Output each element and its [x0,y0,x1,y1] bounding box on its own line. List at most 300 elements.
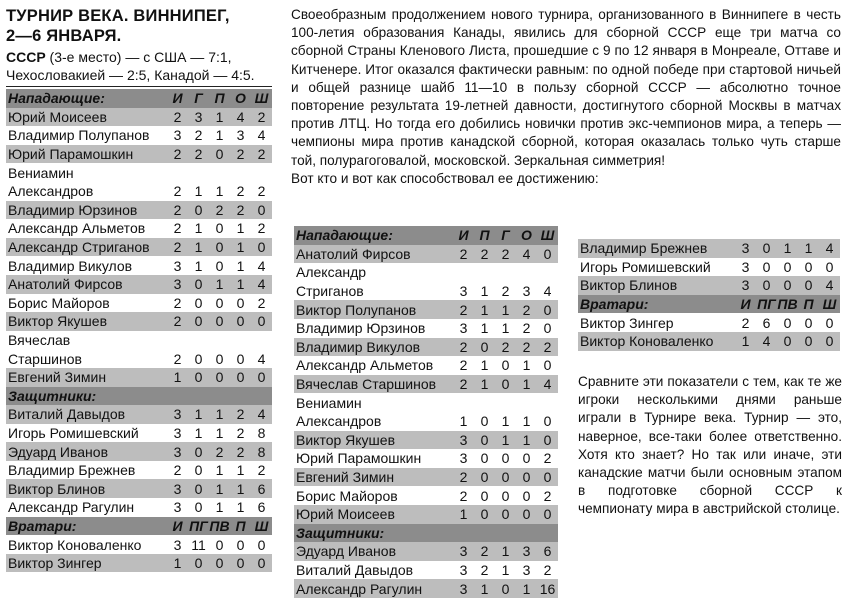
table-row [6,275,272,294]
stat-cell: 0 [215,257,224,274]
stat-cell-empty [453,263,474,282]
stat-cell: 0 [474,468,495,487]
stat-cell: 3 [453,579,474,598]
table-row [6,498,272,517]
table-row [294,319,558,338]
stat-cell: 6 [537,542,558,561]
stat-cell: 1 [194,257,203,274]
player-name: Борис Майоров [8,294,110,311]
table-row [6,331,272,350]
stat-cell: 0 [194,462,203,479]
stat-cell-empty [495,263,516,282]
stat-cell: 2 [209,442,230,461]
column-header [516,524,537,543]
stat-cell: 3 [167,275,188,294]
stat-cell-empty [251,331,272,350]
stat-cell: 2 [257,294,266,311]
stat-cell: 1 [215,127,224,144]
stat-cell: 2 [209,201,230,220]
table-row [6,349,272,368]
left-column [6,6,272,572]
table-row [578,313,840,332]
stat-cell: 0 [251,368,272,387]
player-name: Эдуард Иванов [6,442,167,461]
player-name: Анатолий Фирсов [6,275,167,294]
stat-cell: 1 [495,431,516,450]
tournament-title [6,6,272,46]
section-header-row [6,387,272,406]
stat-cell: 2 [495,245,516,264]
table-row [294,449,558,468]
column-header: ПВ [209,517,230,534]
stat-cell: 4 [819,276,840,295]
article-paragraph-bottom [578,373,842,519]
middle-column [294,226,558,598]
column-header: П [798,295,819,314]
stat-cell: 2 [173,350,182,367]
stat-cell: 3 [236,127,245,144]
stat-cell: 0 [215,294,224,311]
stat-cell: 1 [516,375,537,394]
stat-cell: 2 [230,442,251,461]
stat-cell: 1 [209,405,230,424]
stat-cell: 3 [173,424,182,441]
tournament-results [6,48,272,84]
column-header: Г [188,89,209,108]
stat-cell: 1 [236,499,245,516]
stat-cell: 4 [537,375,558,394]
left-stats-table [6,89,272,572]
player-name: Виктор Зингер [6,554,167,573]
player-name: Александр [296,264,367,281]
stat-cell: 1 [230,479,251,498]
stat-cell: 0 [480,413,489,430]
table-row [6,312,272,331]
stat-cell: 0 [209,554,230,573]
section-header-row [294,524,558,543]
player-name: Владимир Юрзинов [6,201,167,220]
stat-cell-empty [209,163,230,182]
stat-cell: 3 [188,108,209,127]
stat-cell: 2 [543,450,552,467]
player-name: Виктор Блинов [6,479,167,498]
stat-cell: 11 [191,536,206,553]
stat-cell: 2 [257,220,266,237]
stat-cell: 0 [474,338,495,357]
column-header [495,524,516,543]
stat-cell: 2 [474,542,495,561]
table-row [6,554,272,573]
player-name: Вячеслав Старшинов [294,375,453,394]
stat-cell: 4 [756,332,777,351]
section-label: Вратари: [6,517,167,536]
column-header [230,387,251,406]
stat-cell: 2 [537,338,558,357]
stat-cell: 2 [173,220,182,237]
table-row [6,126,272,145]
table-row [6,479,272,498]
player-name: Юрий Парамошкин [6,145,167,164]
stat-cell: 1 [459,413,468,430]
stat-cell: 0 [501,357,510,374]
stat-cell-empty [474,263,495,282]
stat-cell: 3 [735,239,756,258]
stat-cell: 0 [236,536,245,553]
stat-cell: 1 [194,220,203,237]
stat-cell: 1 [209,479,230,498]
stat-cell: 0 [522,450,531,467]
stat-cell: 2 [516,300,537,319]
stat-cell: 0 [537,245,558,264]
stat-cell: 0 [230,312,251,331]
stat-cell: 8 [251,442,272,461]
player-name: Владимир Юрзинов [296,320,426,337]
player-name: Виктор Якушев [6,312,167,331]
stat-cell: 0 [516,468,537,487]
stat-cell: 1 [480,283,489,300]
stat-cell: 0 [188,442,209,461]
stat-cell: 3 [516,542,537,561]
stat-cell: 1 [167,554,188,573]
stat-cell: 2 [453,338,474,357]
stat-cell: 2 [167,312,188,331]
stat-cell: 2 [194,127,203,144]
right-column [578,239,840,351]
stat-cell: 0 [825,258,834,275]
column-header: П [474,226,495,245]
stat-cell: 3 [459,561,468,578]
stat-cell: 2 [453,375,474,394]
stat-cell: 3 [173,127,182,144]
player-name: Виктор Коноваленко [578,332,735,351]
stat-cell: 2 [173,183,182,200]
table-row [294,468,558,487]
column-header: И [453,226,474,245]
stat-cell: 1 [188,405,209,424]
column-header [209,387,230,406]
table-row [294,245,558,264]
results-text-1: (3-е место) — с США — 7:1, [45,49,232,65]
table-row [6,219,272,238]
stat-cell: 1 [735,332,756,351]
stat-cell: 4 [257,350,266,367]
column-header: И [167,89,188,108]
player-name: Юрий Моисеев [6,108,167,127]
divider [6,86,272,87]
stat-cell: 1 [194,183,203,200]
stat-cell: 0 [209,145,230,164]
player-name: Виталий Давыдов [6,405,167,424]
stat-cell: 0 [194,294,203,311]
stat-cell: 0 [251,201,272,220]
stat-cell: 4 [257,127,266,144]
section-label: Защитники: [6,387,167,406]
stat-cell: 0 [236,350,245,367]
stat-cell: 1 [236,257,245,274]
player-name-cont: Стриганов [296,283,364,300]
stat-cell: 0 [783,258,792,275]
stat-cell: 1 [798,239,819,258]
stat-cell: 1 [516,431,537,450]
stat-cell: 1 [188,238,209,257]
column-header [474,524,495,543]
stat-cell: 2 [522,320,531,337]
title-line-2: 2—6 ЯНВАРЯ. [6,27,122,45]
table-row [294,282,558,301]
stat-cell-empty [495,393,516,412]
stat-cell-empty [167,163,188,182]
table-row [294,505,558,524]
stat-cell: 1 [209,108,230,127]
player-name: Владимир Брежнев [8,462,136,479]
stat-cell: 2 [453,468,474,487]
stat-cell: 0 [474,431,495,450]
table-row [294,263,558,282]
stat-cell: 1 [495,300,516,319]
stat-cell-empty [474,393,495,412]
stat-cell: 1 [194,424,203,441]
stat-cell: 0 [798,332,819,351]
stat-cell: 2 [257,183,266,200]
player-name: Анатолий Фирсов [294,245,453,264]
table-row [294,486,558,505]
section-header-row [6,89,272,108]
stat-cell: 0 [480,487,489,504]
stat-cell: 1 [501,413,510,430]
stat-cell: 0 [188,275,209,294]
stat-cell: 1 [474,579,495,598]
player-name-cont: Александров [296,413,382,430]
table-row [6,368,272,387]
column-header: Ш [819,295,840,314]
section-label: Вратари: [578,295,735,314]
table-row [294,431,558,450]
stat-cell: 3 [459,320,468,337]
stat-cell: 2 [236,183,245,200]
table-row [6,535,272,554]
stat-cell: 2 [480,561,489,578]
stat-cell-empty [516,393,537,412]
stat-cell: 2 [230,405,251,424]
stat-cell: 0 [537,431,558,450]
stat-cell: 0 [236,294,245,311]
stat-cell: 6 [257,499,266,516]
table-row [578,332,840,351]
table-row [6,442,272,461]
stat-cell: 0 [480,450,489,467]
player-name: Вениамин [8,164,74,181]
stat-cell: 0 [188,312,209,331]
player-name: Александр Рагулин [8,499,135,516]
column-header: ПВ [777,296,798,313]
stat-cell: 4 [251,405,272,424]
player-name: Владимир Брежнев [578,239,735,258]
stat-cell: 2 [167,201,188,220]
stat-cell: 3 [173,499,182,516]
section-header-row [578,295,840,314]
right-stats-table [578,239,840,351]
player-name: Игорь Ромишевский [8,424,139,441]
stat-cell: 1 [480,320,489,337]
stat-cell: 2 [251,145,272,164]
stat-cell: 1 [236,462,245,479]
stat-cell: 0 [188,479,209,498]
stat-cell: 1 [215,424,224,441]
stat-cell-empty [188,163,209,182]
stat-cell: 1 [209,275,230,294]
stat-cell: 1 [215,462,224,479]
stat-cell: 0 [194,350,203,367]
table-row [294,338,558,357]
table-row [6,294,272,313]
stat-cell: 2 [501,283,510,300]
stat-cell-empty [167,331,188,350]
stat-cell: 0 [819,332,840,351]
column-header [251,387,272,406]
stat-cell: 3 [167,405,188,424]
title-line-1: ТУРНИР ВЕКА. ВИННИПЕГ, [6,7,230,25]
stat-cell: 3 [173,536,182,553]
stat-cell: 1 [501,561,510,578]
middle-stats-table [294,226,558,598]
stat-cell: 2 [453,300,474,319]
stat-cell: 3 [453,542,474,561]
stat-cell: 4 [230,108,251,127]
player-name: Виктор Якушев [294,431,453,450]
stat-cell: 0 [777,332,798,351]
stat-cell: 2 [167,108,188,127]
stat-cell-empty [251,163,272,182]
stat-cell-empty [537,393,558,412]
stat-cell: 1 [474,375,495,394]
column-header [537,524,558,543]
stat-cell: 0 [756,239,777,258]
player-name: Виктор Полупанов [294,300,453,319]
column-header: ПГ [757,296,776,313]
stat-cell: 2 [173,462,182,479]
stat-cell-empty [516,263,537,282]
column-header: Ш [251,517,272,536]
stat-cell: 2 [173,294,182,311]
stat-cell: 6 [762,314,771,331]
table-row [6,238,272,257]
stat-cell: 1 [474,300,495,319]
stat-cell-empty [188,331,209,350]
column-header: П [209,89,230,108]
stat-cell: 2 [741,314,750,331]
section-label: Защитники: [294,524,453,543]
column-header: И [167,517,188,536]
table-row [294,561,558,580]
stat-cell: 2 [459,357,468,374]
results-line-2: Чехословакией — 2:5, Канадой — 4:5. [6,67,255,83]
stat-cell: 0 [522,487,531,504]
table-row [294,393,558,412]
stat-cell: 0 [230,368,251,387]
player-name: Владимир Полупанов [8,127,150,144]
player-name: Борис Майоров [296,487,398,504]
column-header: ПГ [189,517,208,534]
team-name: СССР [6,49,46,65]
table-row [6,405,272,424]
stat-cell: 2 [167,238,188,257]
stat-cell-empty [209,331,230,350]
stat-cell: 16 [537,579,558,598]
stat-cell: 3 [459,283,468,300]
stat-cell: 8 [257,424,266,441]
stat-cell: 1 [516,579,537,598]
table-row [294,412,558,431]
column-header [453,524,474,543]
stat-cell: 2 [495,338,516,357]
stat-cell: 4 [516,245,537,264]
table-row [294,375,558,394]
player-name: Виктор Коноваленко [8,536,142,553]
stat-cell: 0 [251,238,272,257]
stat-cell: 3 [167,479,188,498]
stat-cell: 0 [798,276,819,295]
player-name: Игорь Ромишевский [580,258,711,275]
stat-cell: 1 [777,239,798,258]
stat-cell: 1 [495,542,516,561]
player-name: Юрий Моисеев [294,505,453,524]
player-name: Виктор Блинов [578,276,735,295]
stat-cell: 0 [537,300,558,319]
stat-cell: 0 [257,536,266,553]
player-name: Юрий Парамошкин [296,450,422,467]
player-name: Евгений Зимин [6,368,167,387]
player-name: Александр Альметов [8,220,146,237]
section-header-row [6,517,272,536]
section-header-row [294,226,558,245]
stat-cell: 1 [501,320,510,337]
column-header: Ш [537,226,558,245]
player-name-cont: Старшинов [8,350,82,367]
stat-cell: 0 [804,314,813,331]
stat-cell: 2 [230,145,251,164]
paragraph-lead-in: Вот кто и вот как способствовал ее достижению: [291,170,599,186]
stat-cell-empty [453,393,474,412]
table-row [294,300,558,319]
column-header: П [230,517,251,536]
stat-cell: 0 [516,505,537,524]
stat-cell: 2 [474,245,495,264]
stat-cell: 0 [501,450,510,467]
stat-cell: 1 [522,357,531,374]
stat-cell: 0 [474,505,495,524]
stat-cell: 4 [819,239,840,258]
column-header [167,387,188,406]
player-name: Александр Стриганов [6,238,167,257]
table-row [6,461,272,480]
stat-cell: 0 [543,320,552,337]
stat-cell: 0 [762,258,771,275]
stat-cell: 0 [215,350,224,367]
stat-cell: 0 [783,314,792,331]
stat-cell: 2 [230,201,251,220]
stat-cell: 0 [495,375,516,394]
stat-cell: 0 [543,357,552,374]
stat-cell: 3 [173,257,182,274]
player-name-cont: Александров [8,183,94,200]
player-name: Владимир Викулов [8,257,133,274]
stat-cell: 1 [167,368,188,387]
stat-cell: 2 [167,145,188,164]
stat-cell: 0 [188,554,209,573]
column-header: О [516,226,537,245]
stat-cell: 0 [495,579,516,598]
stat-cell: 3 [741,258,750,275]
